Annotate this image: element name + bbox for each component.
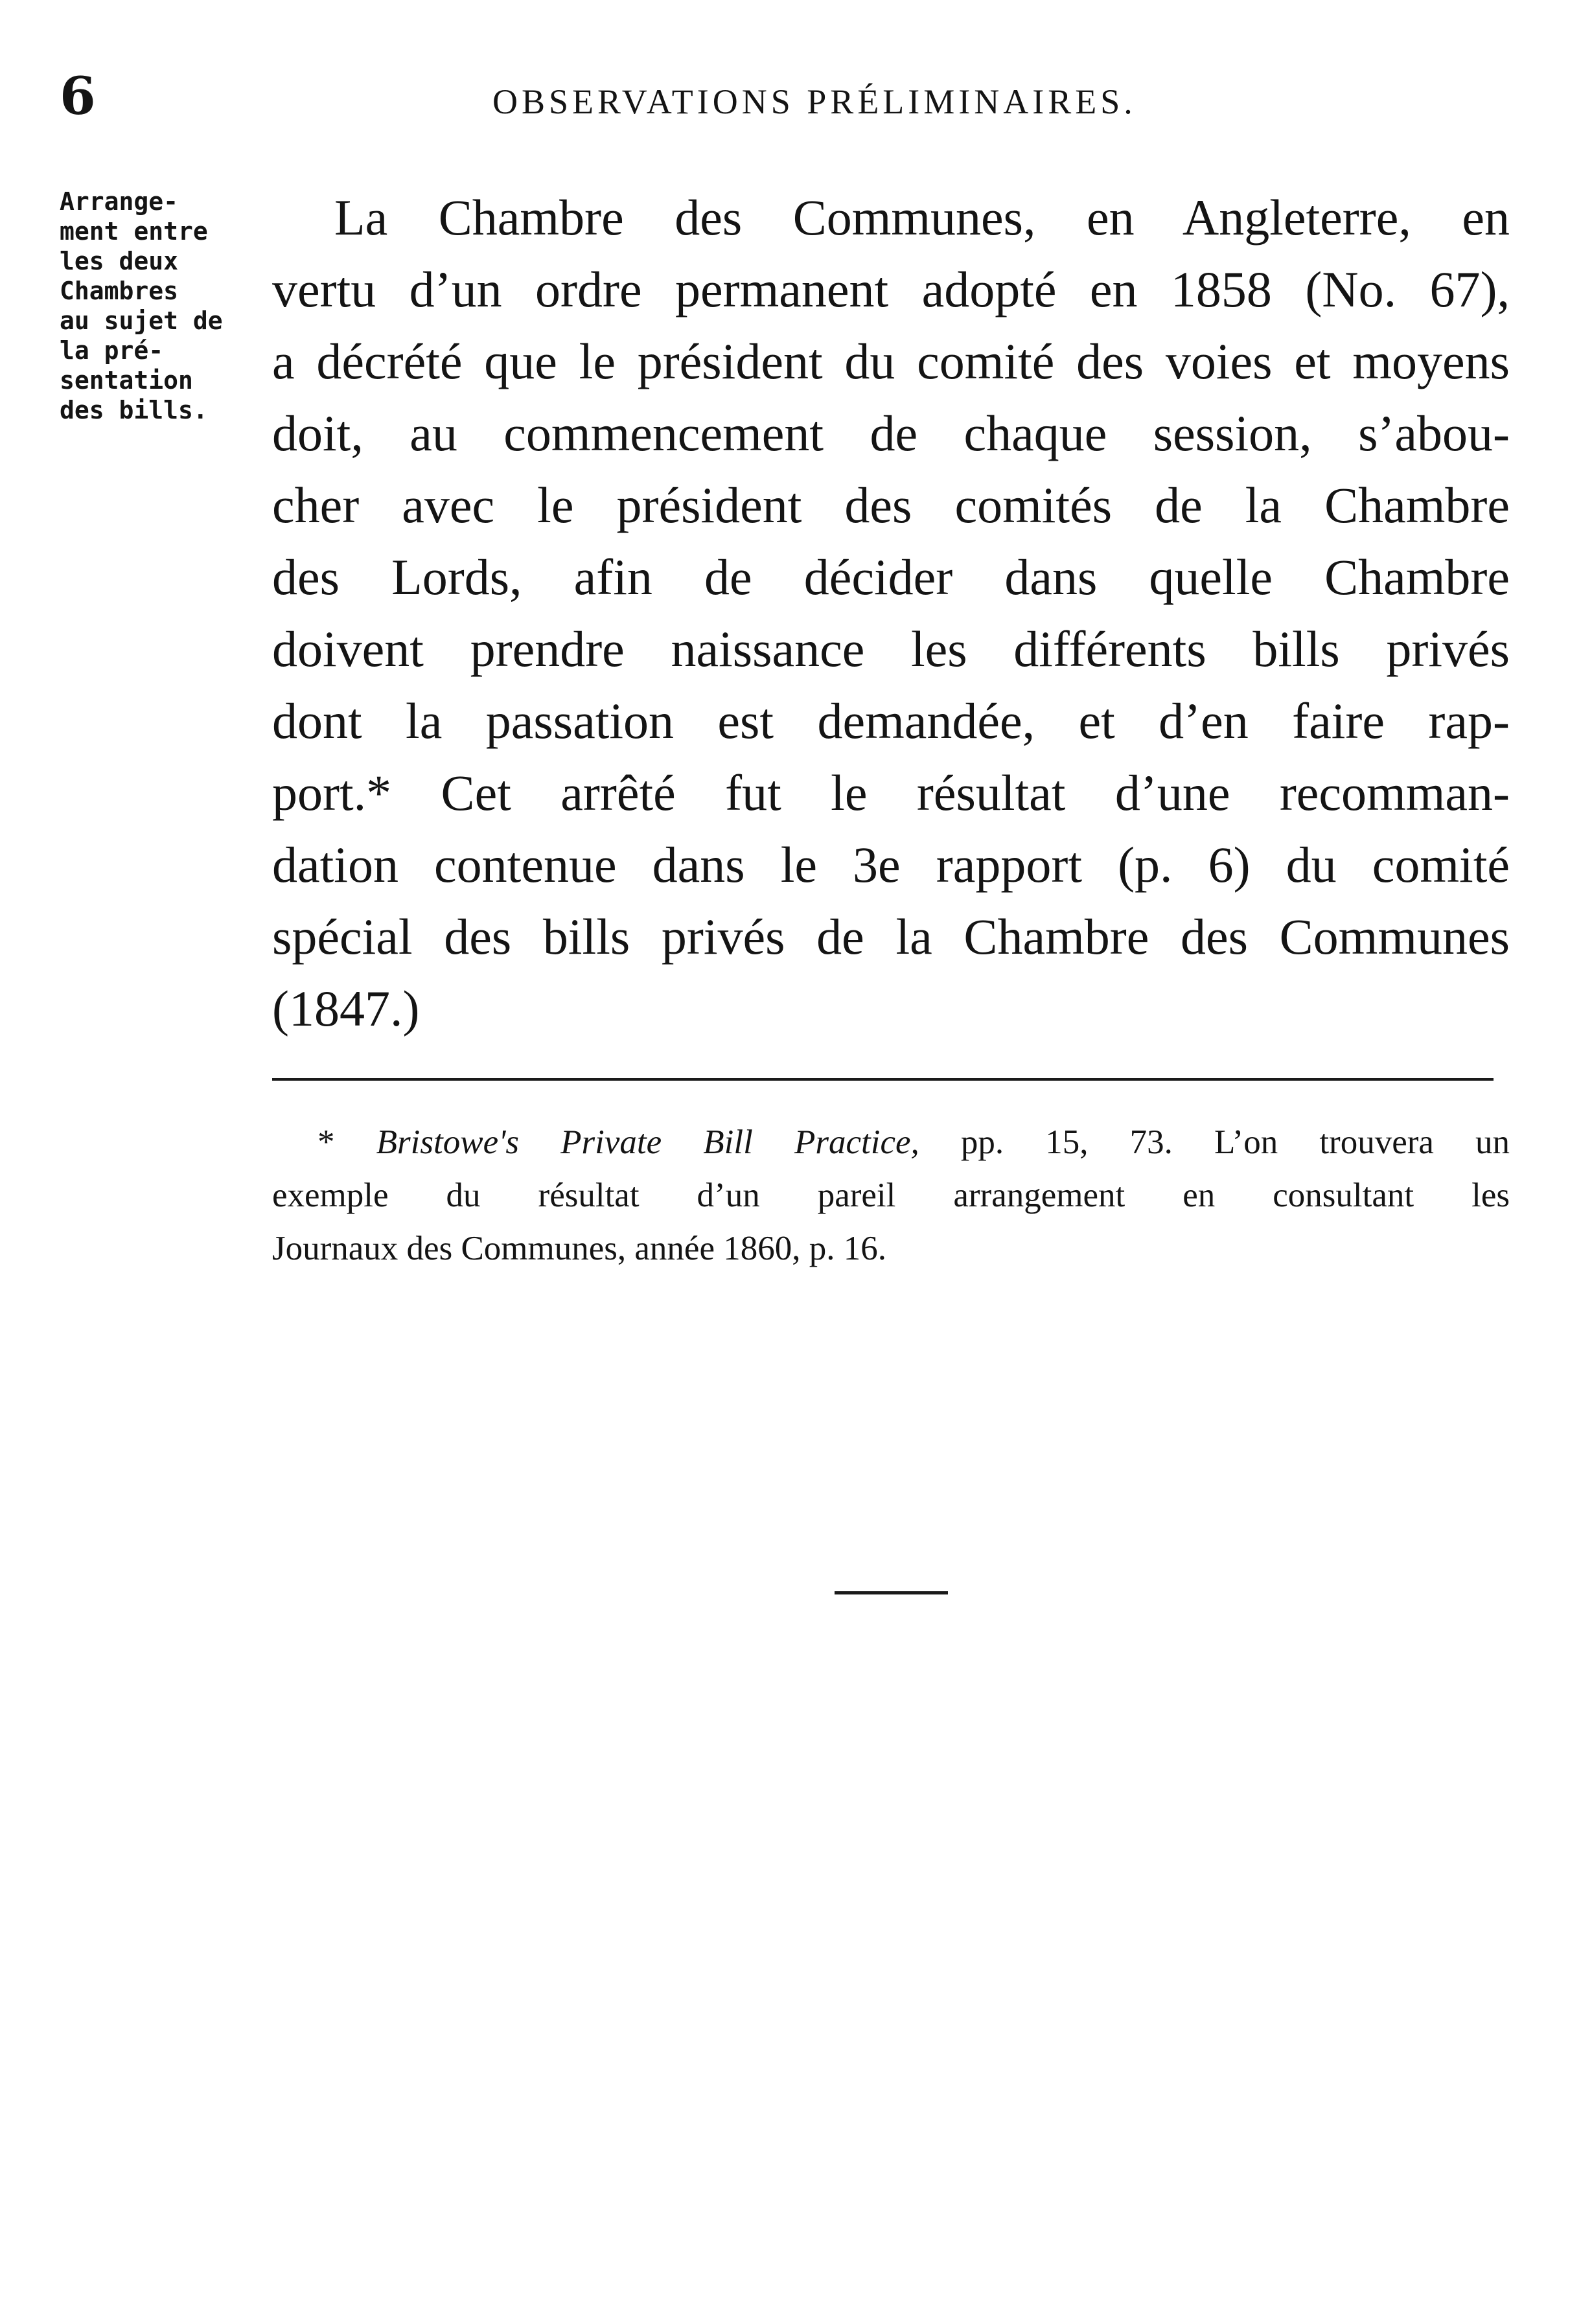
body-line: vertu d’un ordre permanent adopté en 1858 (No. 67),: [272, 261, 1510, 317]
margin-note-line: Arrange-: [60, 187, 179, 216]
footnote-line: exemple du résultat d’un pareil arrangement en consultant les: [272, 1177, 1510, 1214]
footnote-citation: Bristowe's Private Bill Practice,: [376, 1123, 919, 1161]
body-line: des Lords, afin de décider dans quelle Chambre: [272, 549, 1510, 605]
footnote-line: Journaux des Communes, année 1860, p. 16.: [272, 1230, 886, 1267]
margin-note-line: sentation: [60, 366, 193, 395]
page-number: 6: [60, 65, 96, 126]
body-line: doit, au commencement de chaque session, s’abou-: [272, 405, 1510, 461]
body-line: a décrété que le président du comité des voies et moyens: [272, 333, 1510, 389]
body-line: cher avec le président des comités de la Chambre: [272, 477, 1510, 533]
body-line: dont la passation est demandée, et d’en faire rap-: [272, 693, 1510, 749]
margin-note-line: au sujet de: [60, 306, 223, 335]
end-rule: [835, 1591, 948, 1594]
body-line: spécial des bills privés de la Chambre des Communes: [272, 908, 1510, 965]
body-line: (1847.): [272, 980, 420, 1037]
body-line: La Chambre des Communes, en Angleterre, en: [334, 189, 1510, 246]
footnote-text: pp. 15, 73. L’on trouvera un: [960, 1123, 1510, 1161]
running-head: OBSERVATIONS PRÉLIMINAIRES.: [492, 82, 1136, 121]
footnote: [272, 1116, 1510, 1275]
footnote-separator: [272, 1078, 1494, 1081]
margin-note-line: les deux: [60, 247, 179, 275]
margin-note-line: des bills.: [60, 396, 208, 424]
margin-note-line: la pré-: [60, 336, 164, 365]
body-line: doivent prendre naissance les différents bills privés: [272, 621, 1510, 677]
body-paragraph: [272, 181, 1510, 1044]
body-line: dation contenue dans le 3e rapport (p. 6) du comité: [272, 836, 1510, 893]
footnote-line: [272, 1116, 1510, 1169]
margin-note: [60, 187, 273, 425]
margin-note-line: Chambres: [60, 277, 179, 305]
footnote-marker: *: [317, 1123, 335, 1161]
margin-note-line: ment entre: [60, 217, 208, 246]
body-line: port.* Cet arrêté fut le résultat d’une recomman-: [272, 765, 1510, 821]
